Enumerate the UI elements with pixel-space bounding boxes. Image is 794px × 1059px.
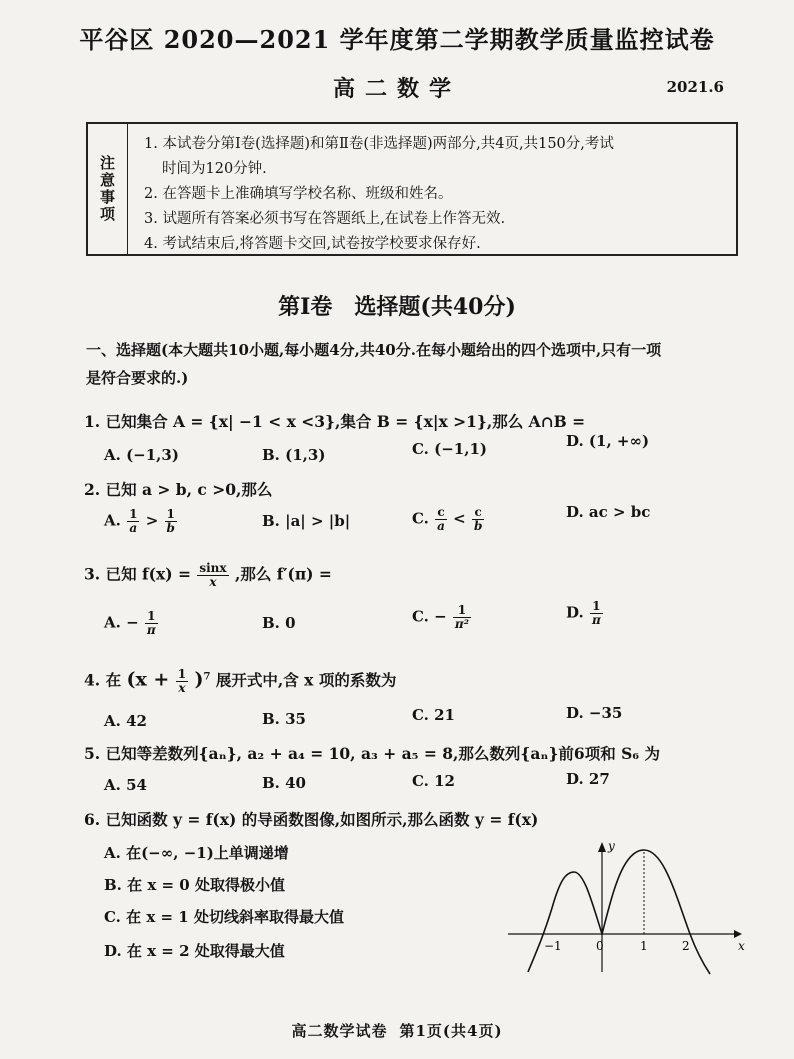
footer-left: 高二数学试卷	[291, 1022, 388, 1040]
denominator: x	[178, 681, 186, 695]
q1-option-c: C. (−1,1)	[412, 440, 487, 458]
numerator: c	[435, 506, 447, 520]
denominator: x	[209, 575, 217, 589]
notice-box	[86, 122, 738, 256]
tick-label-2: 2	[682, 939, 690, 953]
q3-a-prefix: A. −	[104, 613, 139, 632]
y-axis-arrow	[598, 842, 606, 852]
q2-c-prefix: C.	[412, 509, 429, 528]
question-6-stem: 6. 已知函数 y = f(x) 的导函数图像,如图所示,那么函数 y = f(x)	[84, 810, 539, 829]
fraction	[472, 506, 484, 533]
q1-option-a: A. (−1,3)	[104, 446, 179, 464]
page-footer	[0, 1020, 794, 1041]
fraction	[165, 508, 177, 535]
q4-option-d: D. −35	[566, 704, 623, 722]
q5-option-d: D. 27	[566, 770, 610, 788]
fraction	[453, 604, 471, 631]
notice-item: 4. 考试结束后,将答题卡交回,试卷按学校要求保存好.	[144, 236, 481, 252]
q3-d-prefix: D.	[566, 603, 584, 622]
q3-c-prefix: C. −	[412, 607, 447, 626]
question-5-stem: 5. 已知等差数列{aₙ}, a₂ + a₄ = 10, a₃ + a₅ = 8,那么数列{aₙ}前6项和 S₆ 为	[84, 744, 660, 763]
q3-stem-post: ,那么 f′(π) =	[234, 564, 332, 584]
q2-option-d: D. ac > bc	[566, 503, 651, 521]
exam-date: 2021.6	[666, 78, 724, 96]
operator: <	[453, 509, 466, 528]
numerator: 1	[165, 508, 177, 522]
numerator: c	[472, 506, 484, 520]
q3-option-c	[412, 604, 472, 631]
notice-label: 注意事项	[88, 124, 128, 254]
q6-option-a: A. 在(−∞, −1)上单调递增	[104, 844, 289, 862]
q6-option-d: D. 在 x = 2 处取得最大值	[104, 942, 285, 960]
notice-item: 2. 在答题卡上准确填写学校名称、班级和姓名。	[144, 186, 453, 202]
tick-label-0: 0	[596, 939, 604, 953]
fraction	[176, 668, 188, 695]
fraction	[197, 562, 228, 589]
fraction	[127, 508, 139, 535]
notice-item: 3. 试题所有答案必须书写在答题纸上,在试卷上作答无效.	[144, 211, 506, 227]
q3-stem-pre: 3. 已知 f(x) =	[84, 564, 191, 584]
q4-option-a: A. 42	[104, 712, 147, 730]
numerator: 1	[453, 604, 471, 618]
question-4-stem	[84, 668, 396, 695]
part1-title: 第Ⅰ卷 选择题(共40分)	[278, 294, 516, 320]
q4-expr-close: )	[194, 668, 204, 691]
q2-option-b: B. |a| > |b|	[262, 512, 351, 530]
denominator: π	[146, 623, 156, 637]
q1-option-d: D. (1, +∞)	[566, 432, 650, 450]
q4-option-c: C. 21	[412, 706, 455, 724]
derivative-graph	[506, 836, 746, 976]
derivative-curve	[528, 850, 710, 974]
q6-option-b: B. 在 x = 0 处取得极小值	[104, 876, 285, 894]
fraction	[590, 600, 603, 627]
q4-exponent: 7	[203, 671, 211, 683]
q4-option-b: B. 35	[262, 710, 306, 728]
q2-a-prefix: A.	[104, 511, 121, 530]
x-axis-arrow	[734, 930, 742, 938]
q5-option-a: A. 54	[104, 776, 147, 794]
fraction	[435, 506, 447, 533]
x-axis-label: x	[738, 939, 745, 953]
operator: >	[145, 511, 159, 530]
tick-label-neg1: −1	[544, 939, 562, 953]
notice-items	[144, 132, 726, 257]
q3-option-d	[566, 600, 604, 627]
numerator: 1	[590, 600, 603, 614]
denominator: a	[437, 519, 445, 533]
exam-title: 平谷区 2020—2021 学年度第二学期教学质量监控试卷	[79, 25, 715, 54]
fraction	[145, 610, 158, 637]
q5-option-c: C. 12	[412, 772, 455, 790]
section-intro	[86, 336, 766, 392]
q4-expr: (x +	[126, 668, 170, 691]
question-3-stem	[84, 562, 332, 589]
denominator: π	[591, 613, 601, 627]
footer-right: 第1页(共4页)	[399, 1022, 503, 1040]
q4-stem-pre: 4. 在	[84, 670, 122, 690]
notice-item: 1. 本试卷分第Ⅰ卷(选择题)和第Ⅱ卷(非选择题)两部分,共4页,共150分,考试	[144, 136, 614, 152]
q2-option-c	[412, 506, 485, 533]
numerator: 1	[177, 667, 187, 681]
intro-line: 是符合要求的.)	[86, 369, 189, 387]
denominator: a	[129, 521, 138, 535]
numerator: sinx	[199, 561, 227, 575]
intro-line: 一、选择题(本大题共10小题,每小题4分,共40分.在每小题给出的四个选项中,只有一项	[86, 341, 662, 359]
numerator: 1	[129, 507, 138, 521]
question-1-stem: 1. 已知集合 A = {x| −1 < x <3},集合 B = {x|x >1},那么 A∩B =	[84, 412, 586, 431]
q1-option-b: B. (1,3)	[262, 446, 326, 464]
notice-item: 时间为120分钟.	[162, 161, 267, 177]
subject-title: 高二数学	[332, 76, 461, 102]
q5-option-b: B. 40	[262, 774, 306, 792]
q3-option-b: B. 0	[262, 614, 296, 632]
q3-option-a	[104, 610, 159, 637]
y-axis-label: y	[608, 839, 615, 853]
question-2-stem: 2. 已知 a > b, c >0,那么	[84, 480, 273, 499]
q2-option-a	[104, 508, 178, 535]
denominator: b	[473, 519, 483, 533]
q6-option-c: C. 在 x = 1 处切线斜率取得最大值	[104, 908, 344, 926]
denominator: b	[166, 521, 175, 535]
denominator: π²	[454, 617, 469, 631]
numerator: 1	[145, 610, 158, 624]
q4-stem-post: 展开式中,含 x 项的系数为	[215, 670, 397, 690]
tick-label-1: 1	[640, 939, 648, 953]
